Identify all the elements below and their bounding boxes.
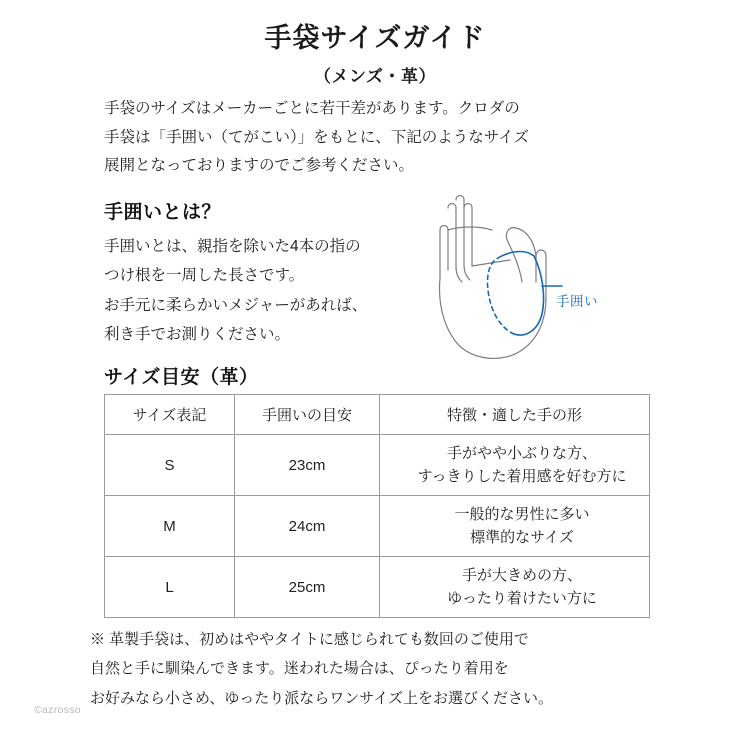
column-header-measure: 手囲いの目安 <box>235 395 380 435</box>
page-title: 手袋サイズガイド <box>264 23 486 53</box>
cell-size: S <box>105 435 235 496</box>
cell-measure: 25cm <box>235 557 380 618</box>
column-header-feature: 特徴・適した手の形 <box>380 395 650 435</box>
cell-size: L <box>105 557 235 618</box>
footnote-line-2: 自然と手に馴染んできます。迷われた場合は、ぴったり着用を <box>90 660 509 678</box>
size-section-heading: サイズ目安（革） <box>104 367 259 388</box>
table-row <box>105 435 650 496</box>
column-header-size: サイズ表記 <box>105 395 235 435</box>
cell-size: M <box>105 496 235 557</box>
tegakoi-section-heading: 手囲いとは？ <box>104 202 222 223</box>
feature-line-1: 手が大きめの方、 <box>461 566 582 584</box>
size-table <box>104 394 650 618</box>
feature-line-2: 標準的なサイズ <box>470 529 574 546</box>
intro-line-3: 展開となっておりますのでご参考ください。 <box>104 157 415 175</box>
tegakoi-line-4: 利き手でお測りください。 <box>104 326 291 344</box>
table-head <box>105 395 650 435</box>
tegakoi-description <box>104 232 434 350</box>
table-row <box>105 557 650 618</box>
tegakoi-line-2: つけ根を一周した長さです。 <box>104 267 305 285</box>
tegakoi-line-1: 手囲いとは、親指を除いた4本の指の <box>104 238 361 255</box>
table-body <box>105 435 650 618</box>
intro-paragraph <box>104 95 649 181</box>
intro-line-2: 手袋は「手囲い（てがこい）」をもとに、下記のようなサイズ <box>104 128 530 146</box>
cell-measure: 23cm <box>235 435 380 496</box>
title-block <box>0 0 750 87</box>
hand-illustration <box>430 178 660 368</box>
cell-measure: 24cm <box>235 496 380 557</box>
watermark: ©azrosso <box>34 704 81 716</box>
cell-feature <box>380 496 650 557</box>
footnote-line-3: お好みなら小さめ、ゆったり派ならワンサイズ上をお選びください。 <box>90 689 554 707</box>
table-header-row <box>105 395 650 435</box>
feature-line-2: すっきりした着用感を好む方に <box>417 468 627 485</box>
table-row <box>105 496 650 557</box>
intro-line-1: 手袋のサイズはメーカーごとに若干差があります。クロダの <box>104 100 520 117</box>
tegakoi-illustration-label: 手囲い <box>556 294 598 309</box>
page-subtitle: （メンズ・革） <box>314 67 436 87</box>
cell-feature <box>380 435 650 496</box>
hand-outline-icon <box>430 178 660 368</box>
footnote <box>90 625 670 713</box>
feature-line-1: 一般的な男性に多い <box>454 505 590 523</box>
feature-line-2: ゆったり着けたい方に <box>447 590 597 607</box>
footnote-line-1: ※ 革製手袋は、初めはややタイトに感じられても数回のご使用で <box>90 631 529 648</box>
tegakoi-line-3: お手元に柔らかいメジャーがあれば、 <box>104 296 368 314</box>
feature-line-1: 手がやや小ぶりな方、 <box>446 444 597 462</box>
cell-feature <box>380 557 650 618</box>
